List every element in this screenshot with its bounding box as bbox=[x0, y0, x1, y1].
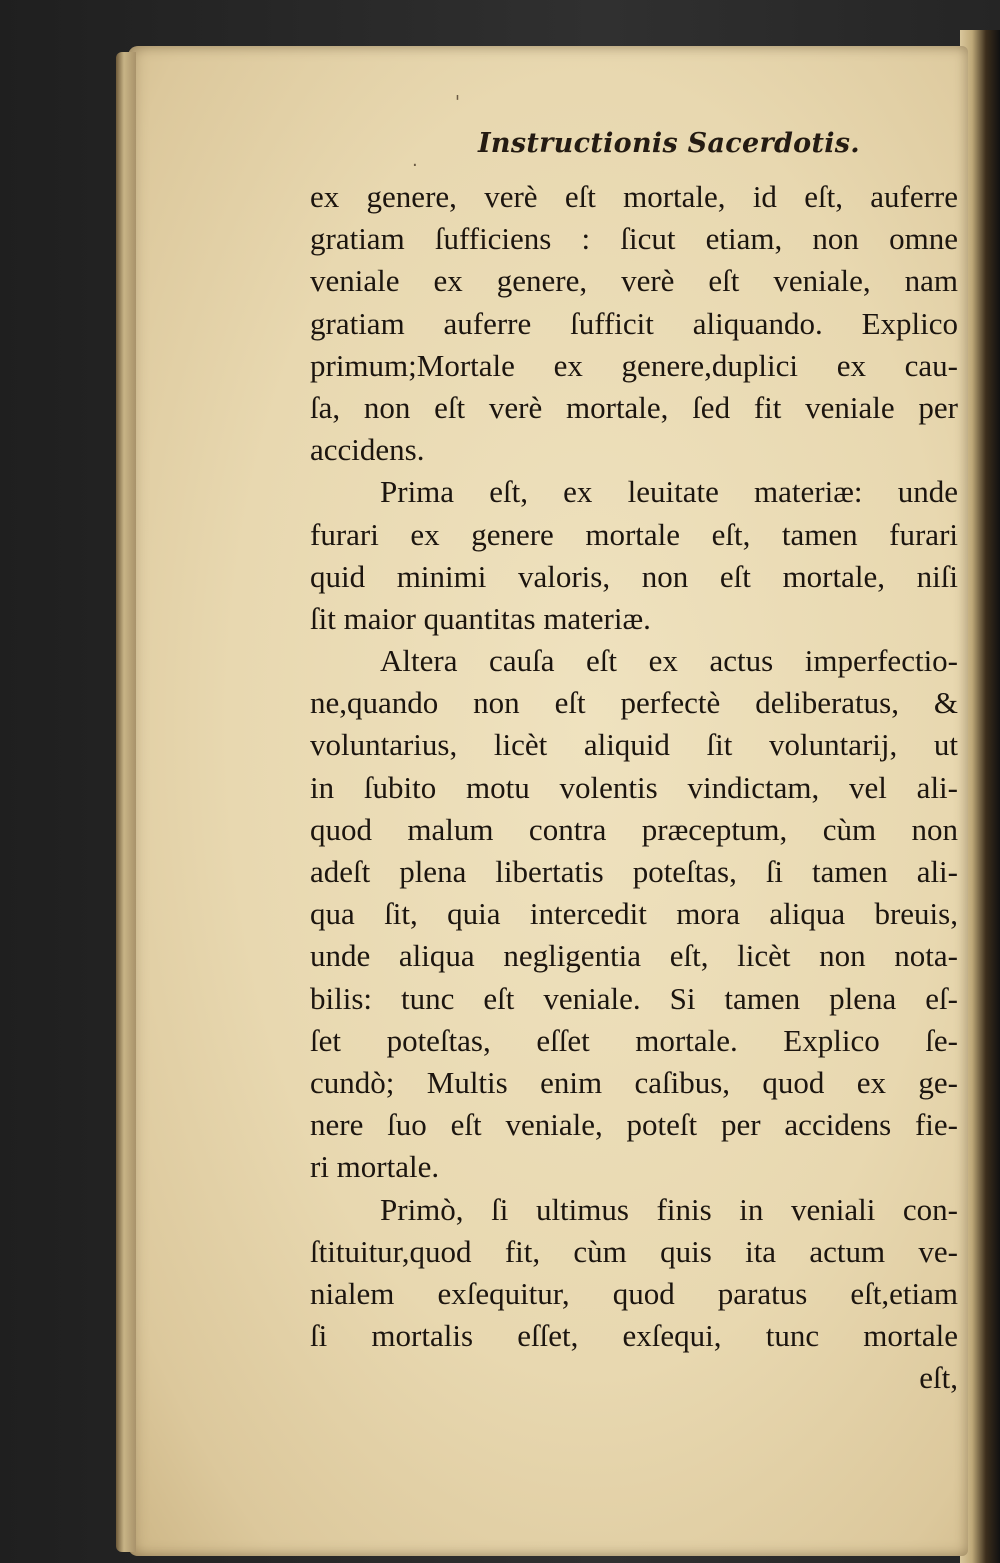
text-line: ne,quando non eſt perfectè deliberatus, & bbox=[310, 685, 958, 721]
text-line: veniale ex genere, verè eſt veniale, nam bbox=[310, 263, 958, 299]
text-line: gratiam ſufficiens : ſicut etiam, non omne bbox=[310, 221, 958, 257]
text-line: adeſt plena libertatis poteſtas, ſi tamen ali- bbox=[310, 854, 958, 889]
text-line: furari ex genere mortale eſt, tamen furari bbox=[310, 516, 958, 552]
book-page-edge-left bbox=[116, 52, 136, 1552]
text-line: nere ſuo eſt veniale, poteſt per accidens fie- bbox=[310, 1107, 958, 1143]
text-line: ex genere, verè eſt mortale, id eſt, auferre bbox=[310, 179, 958, 214]
text-line: ri mortale. bbox=[310, 1149, 440, 1185]
text-line: primum;Mortale ex genere,duplici ex cau- bbox=[310, 347, 958, 383]
text-line: ſet poteſtas, eſſet mortale. Explico ſe- bbox=[310, 1022, 958, 1058]
text-line: Altera cauſa eſt ex actus imperfectio- bbox=[380, 643, 958, 679]
text-line: in ſubito motu volentis vindictam, vel ali- bbox=[310, 769, 958, 805]
text-line: ſtituitur,quod fit, cùm quis ita actum ve- bbox=[310, 1233, 958, 1269]
page-body-text bbox=[310, 176, 958, 1399]
text-line: quid minimi valoris, non eſt mortale, niſi bbox=[310, 558, 958, 594]
text-line: ſi mortalis eſſet, exſequi, tunc mortale bbox=[310, 1318, 958, 1354]
text-line: Primò, ſi ultimus finis in veniali con- bbox=[380, 1191, 958, 1227]
text-line: voluntarius, licèt aliquid ſit voluntarij, ut bbox=[310, 727, 958, 763]
text-line: bilis: tunc eſt veniale. Si tamen plena eſ- bbox=[310, 980, 958, 1016]
text-line: quod malum contra præceptum, cùm non bbox=[310, 811, 958, 847]
stray-ink-mark: . bbox=[412, 150, 418, 171]
text-line: qua ſit, quia intercedit mora aliqua breuis, bbox=[310, 896, 958, 932]
text-line: ſa, non eſt verè mortale, ſed fit veniale per bbox=[310, 389, 958, 425]
running-head: Instructionis Sacerdotis. bbox=[478, 128, 861, 159]
text-line: eſt, bbox=[919, 1360, 958, 1396]
text-line: cundò; Multis enim caſibus, quod ex ge- bbox=[310, 1064, 958, 1100]
text-line: Prima eſt, ex leuitate materiæ: unde bbox=[380, 474, 958, 510]
text-line: gratiam auferre ſufficit aliquando. Explico bbox=[310, 305, 958, 341]
text-line: nialem exſequitur, quod paratus eſt,etiam bbox=[310, 1275, 958, 1311]
text-line: ſit maior quantitas materiæ. bbox=[310, 600, 651, 636]
stray-ink-mark: ' bbox=[455, 92, 460, 113]
text-line: unde aliqua negligentia eſt, licèt non nota- bbox=[310, 938, 958, 974]
text-line: accidens. bbox=[310, 432, 425, 468]
